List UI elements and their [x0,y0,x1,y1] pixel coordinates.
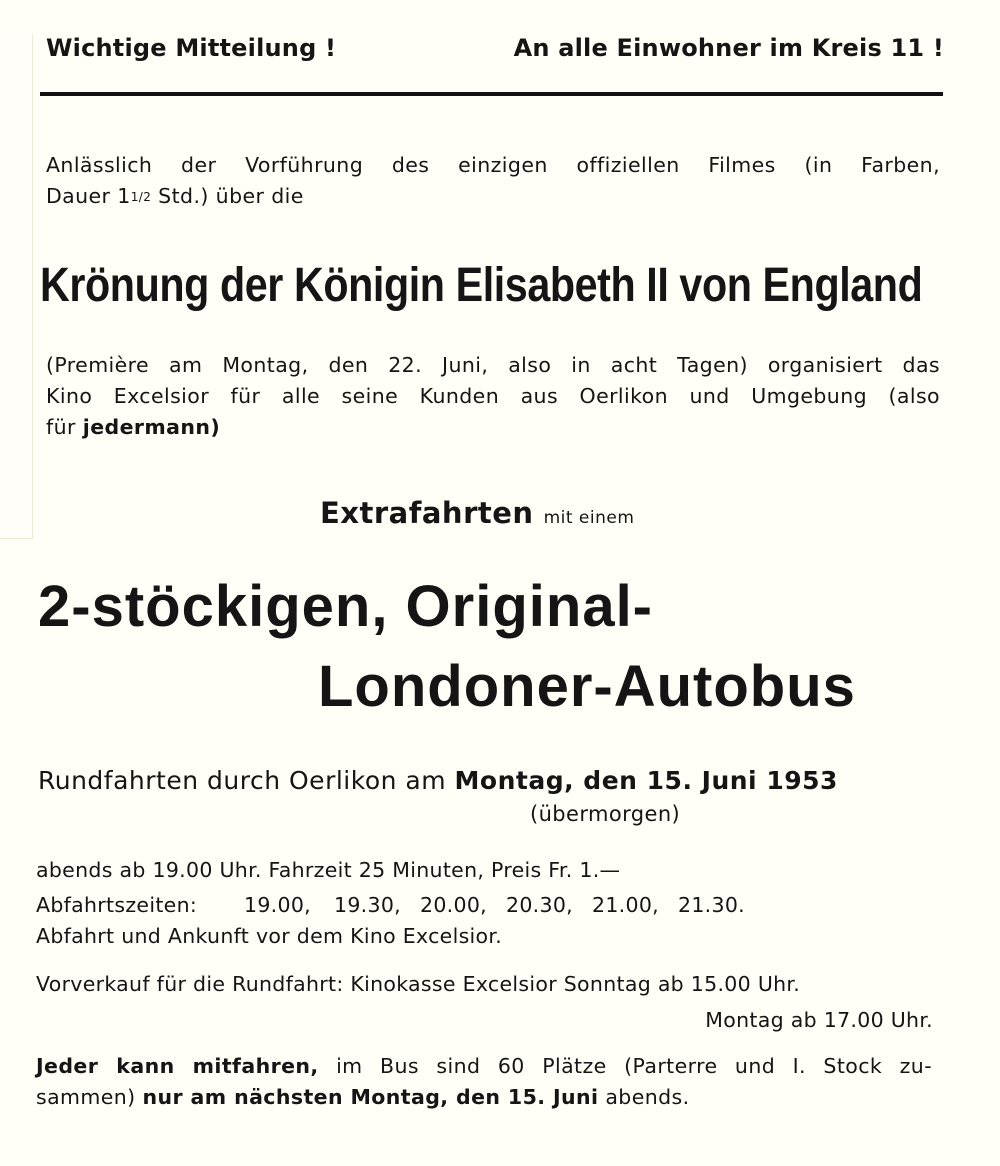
mit-einem-text: mit einem [543,508,635,528]
closing-line-1 [36,1051,932,1082]
details-line-3: Abfahrt und Ankunft vor dem Kino Excelsior. [36,924,503,948]
header-left-heading: Wichtige Mitteilung ! [46,34,337,62]
extrafahrten-line [320,496,740,530]
departure-time: 20.00, [420,893,488,917]
header-rule [40,92,943,96]
paper-edge [0,34,33,539]
film-title: Krönung der Königin Elisabeth II von England [40,259,923,312]
closing-line-2 [36,1082,932,1113]
closing-line-2-pre: sammen) [36,1085,143,1109]
bus-headline-line-2: Londoner-Autobus [318,654,856,719]
rundfahrten-line [38,766,838,795]
premiere-line-3-pre: für [46,415,83,439]
jedermann-bold: jedermann) [82,415,221,439]
departure-label: Abfahrtszeiten: [36,893,198,917]
departure-time: 19.30, [334,893,402,917]
departure-time: 21.00, [592,893,660,917]
details-line-1: abends ab 19.00 Uhr. Fahrzeit 25 Minuten, Preis Fr. 1.— [36,858,621,882]
intro-line-2 [46,181,940,213]
uebermorgen-note: (übermorgen) [530,802,681,826]
closing-date-bold: nur am nächsten Montag, den 15. Juni [142,1085,599,1109]
bus-headline-line-1: 2-stöckigen, Original- [38,574,653,639]
premiere-line-2: Kino Excelsior für alle seine Kunden aus Oerlikon und Umgebung (also [46,384,940,408]
header-right-heading: An alle Einwohner im Kreis 11 ! [513,34,944,62]
intro-line-2-post: Std.) über die [151,184,304,208]
rundfahrten-date: Montag, den 15. Juni 1953 [454,766,838,795]
closing-line-1-text: im Bus sind 60 Plätze (Parterre und I. Stock zu- [318,1054,932,1078]
intro-line-2-pre: Dauer 1 [46,184,131,208]
departure-time: 21.30. [678,893,746,917]
jeder-kann-bold: Jeder kann mitfahren, [36,1054,319,1078]
premiere-line-3 [46,412,940,443]
closing-line-2-post: abends. [598,1085,690,1109]
departure-time: 20.30, [506,893,574,917]
duration-fraction: 1/2 [130,190,152,204]
premiere-line-1: (Première am Montag, den 22. Juni, also in acht Tagen) organisiert das [46,353,940,377]
intro-line-1: Anlässlich der Vorführung des einzigen offiziellen Filmes (in Farben, [46,153,940,177]
vorverkauf-line-1: Vorverkauf für die Rundfahrt: Kinokasse Excelsior Sonntag ab 15.00 Uhr. [36,972,801,996]
extrafahrten-heading: Extrafahrten [320,496,534,530]
vorverkauf-line-2: Montag ab 17.00 Uhr. [705,1008,933,1032]
rundfahrten-pre: Rundfahrten durch Oerlikon am [38,766,455,795]
departure-time: 19.00, [244,893,312,917]
